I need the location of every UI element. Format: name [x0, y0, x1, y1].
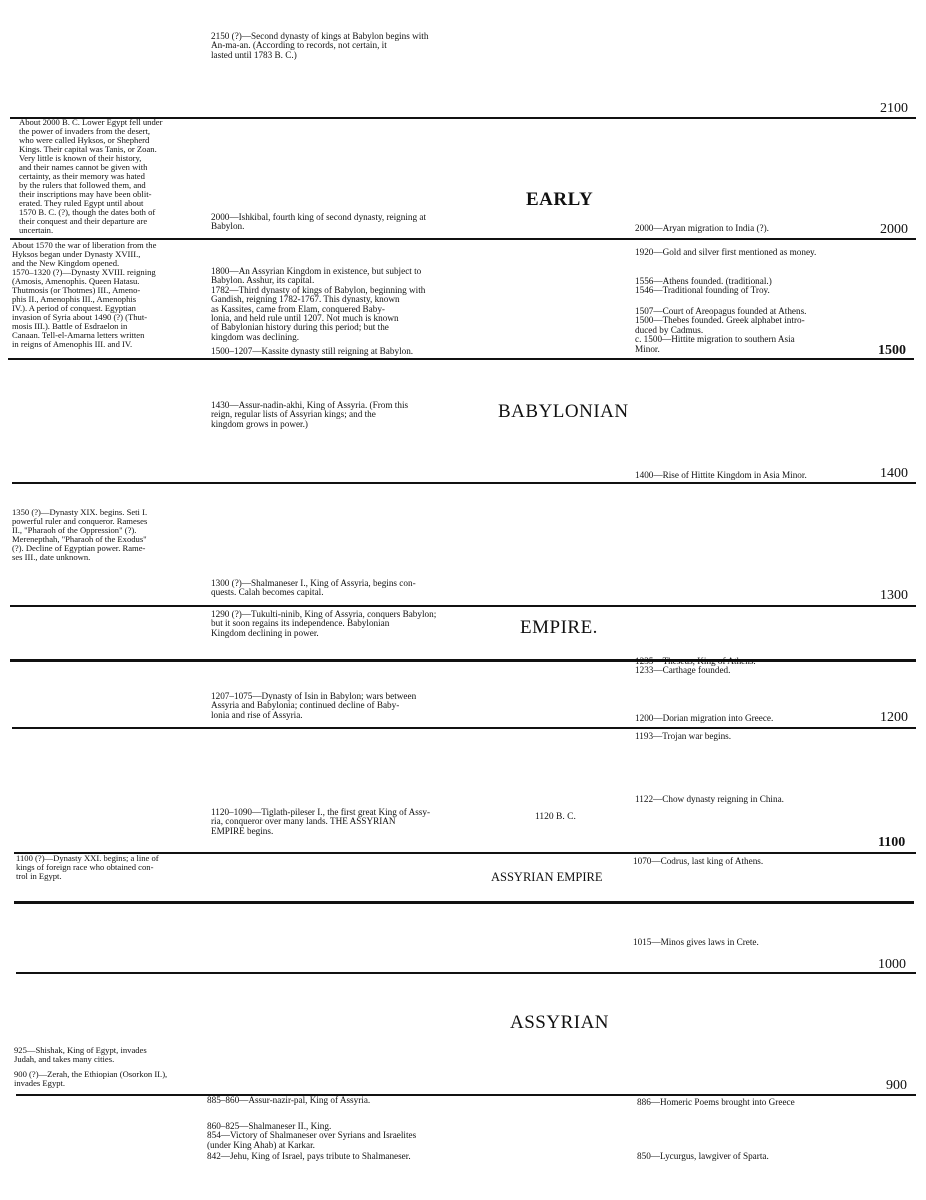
year-1300: 1300	[880, 588, 908, 603]
babylon-1800-entry: 1800—An Assyrian Kingdom in existence, but subject to Babylon. Asshur, its capital. 1782—Third dynasty of kings of Babylon, beginning with Gandish, reigning 1782-1767. This dynasty, known as Kassites, came from Elam, conquered Baby- lonia, and held rule until 1207. Not much is known of Babylonian history during this period; but the kingdom was declining.	[211, 266, 426, 342]
event-dorian: 1200—Dorian migration into Greece.	[635, 713, 774, 723]
event-gold: 1920—Gold and silver first mentioned as money.	[635, 247, 817, 257]
rule-1200	[12, 727, 916, 729]
rule-1400	[12, 482, 916, 484]
year-1400: 1400	[880, 466, 908, 481]
event-lycurgus: 850—Lycurgus, lawgiver of Sparta.	[637, 1151, 769, 1161]
assyria-860-entry: 860–825—Shalmaneser II., King. 854—Victory of Shalmaneser over Syrians and Israelites (under King Ahab) at Karkar.	[207, 1121, 417, 1150]
heading-1120-bc: 1120 B. C.	[535, 812, 576, 822]
year-2000: 2000	[880, 222, 908, 237]
rule-1050	[14, 901, 914, 904]
assyria-1430-entry: 1430—Assur-nadin-akhi, King of Assyria. (From this reign, regular lists of Assyrian kings; and the kingdom grows in power.)	[211, 400, 409, 429]
event-chow: 1122—Chow dynasty reigning in China.	[635, 794, 784, 804]
year-1100: 1100	[878, 835, 906, 850]
heading-babylonian: BABYLONIAN	[498, 401, 629, 422]
event-hittite: 1400—Rise of Hittite Kingdom in Asia Minor.	[635, 470, 807, 480]
assyria-1290-entry: 1290 (?)—Tukulti-ninib, King of Assyria, conquers Babylon; but it soon regains its independence. Babylonian Kingdom declining in power.	[211, 609, 437, 638]
egypt-dynasty-21-entry: 1100 (?)—Dynasty XXI. begins; a line of kings of foreign race who obtained con- trol in Egypt.	[16, 853, 159, 881]
event-aryan: 2000—Aryan migration to India (?).	[635, 223, 769, 233]
babylon-2000-entry: 2000—Ishkibal, fourth king of second dynasty, reigning at Babylon.	[211, 212, 427, 232]
event-theseus: 1235—Theseus, King of Athens. 1233—Carthage founded.	[635, 656, 756, 676]
egypt-liberation-entry: About 1570 the war of liberation from the Hyksos began under Dynasty XVIII., and the New Kingdom opened. 1570–1320 (?)—Dynasty XVIII. reigning (Amosis, Amenophis. Queen Hatasu. Thutmosis (or Thotmes) III., Ameno- phis II., Amenophis III., Amenophis IV.). A period of conquest. Egyptian invasion of Syria about 1490 (?) (Thut- mosis III.). Battle of Esdraelon in Canaan. Tell-el-Amarna letters written in reigns of Amenophis III. and IV.	[12, 240, 157, 349]
heading-early: EARLY	[526, 189, 594, 210]
babylon-1207-entry: 1207–1075—Dynasty of Isin in Babylon; wars between Assyria and Babylonia; continued decline of Baby- lonia and rise of Assyria.	[211, 691, 417, 720]
babylon-2150-entry: 2150 (?)—Second dynasty of kings at Babylon begins with An-ma-an. (According to records, not certain, it lasted until 1783 B. C.)	[211, 31, 429, 60]
heading-assyrian: ASSYRIAN	[510, 1012, 610, 1033]
year-900: 900	[886, 1078, 907, 1093]
assyria-1120-entry: 1120–1090—Tiglath-pileser I., the first great King of Assy- ria, conqueror over many lands. THE ASSYRIAN EMPIRE begins.	[211, 807, 431, 836]
event-athens-troy: 1556—Athens founded. (traditional.) 1546—Traditional founding of Troy.	[635, 276, 772, 296]
heading-assyrian-empire: ASSYRIAN EMPIRE	[491, 870, 603, 884]
heading-empire: EMPIRE.	[520, 617, 598, 638]
event-minos: 1015—Minos gives laws in Crete.	[633, 937, 759, 947]
egypt-dynasty-19-entry: 1350 (?)—Dynasty XIX. begins. Seti I. powerful ruler and conqueror. Rameses II., "Pharaoh of the Oppression" (?). Merenepthah, "Pharaoh of the Exodus" (?). Decline of Egyptian power. Rame- ses III., date unknown.	[12, 507, 148, 562]
year-1000: 1000	[878, 957, 906, 972]
event-codrus: 1070—Codrus, last king of Athens.	[633, 856, 764, 866]
israel-842-entry: 842—Jehu, King of Israel, pays tribute to Shalmaneser.	[207, 1151, 411, 1161]
rule-1000	[16, 972, 916, 974]
egypt-shishak-entry: 925—Shishak, King of Egypt, invades Judah, and takes many cities.	[14, 1045, 147, 1064]
babylon-1500-entry: 1500–1207—Kassite dynasty still reigning at Babylon.	[211, 346, 414, 356]
assyria-1300-entry: 1300 (?)—Shalmaneser I., King of Assyria, begins con- quests. Calah becomes capital.	[211, 578, 416, 598]
egypt-zerah-entry: 900 (?)—Zerah, the Ethiopian (Osorkon II.), invades Egypt.	[14, 1069, 168, 1088]
event-areopagus: 1507—Court of Areopagus founded at Athens. 1500—Thebes founded. Greek alphabet intro- duced by Cadmus. c. 1500—Hittite migration to southern Asia Minor.	[635, 306, 807, 354]
year-2100: 2100	[880, 101, 908, 116]
rule-1500	[8, 358, 914, 360]
rule-1300	[10, 605, 916, 607]
event-trojan: 1193—Trojan war begins.	[635, 731, 732, 741]
egypt-hyksos-entry: About 2000 B. C. Lower Egypt fell under the power of invaders from the desert, who were called Hyksos, or Shepherd Kings. Their capital was Tanis, or Zoan. Very little is known of their history, and their names cannot be given with certainty, as their memory was hated by the rulers that followed them, and their inscriptions may have been oblit- erated. They ruled Egypt until about 1570 B. C. (?), though the dates both of their conquest and their departure are uncertain.	[19, 117, 163, 235]
year-1200: 1200	[880, 710, 908, 725]
assyria-885-entry: 885–860—Assur-nazir-pal, King of Assyria.	[207, 1095, 371, 1105]
year-1500: 1500	[878, 343, 906, 358]
event-homeric: 886—Homeric Poems brought into Greece	[637, 1097, 795, 1107]
